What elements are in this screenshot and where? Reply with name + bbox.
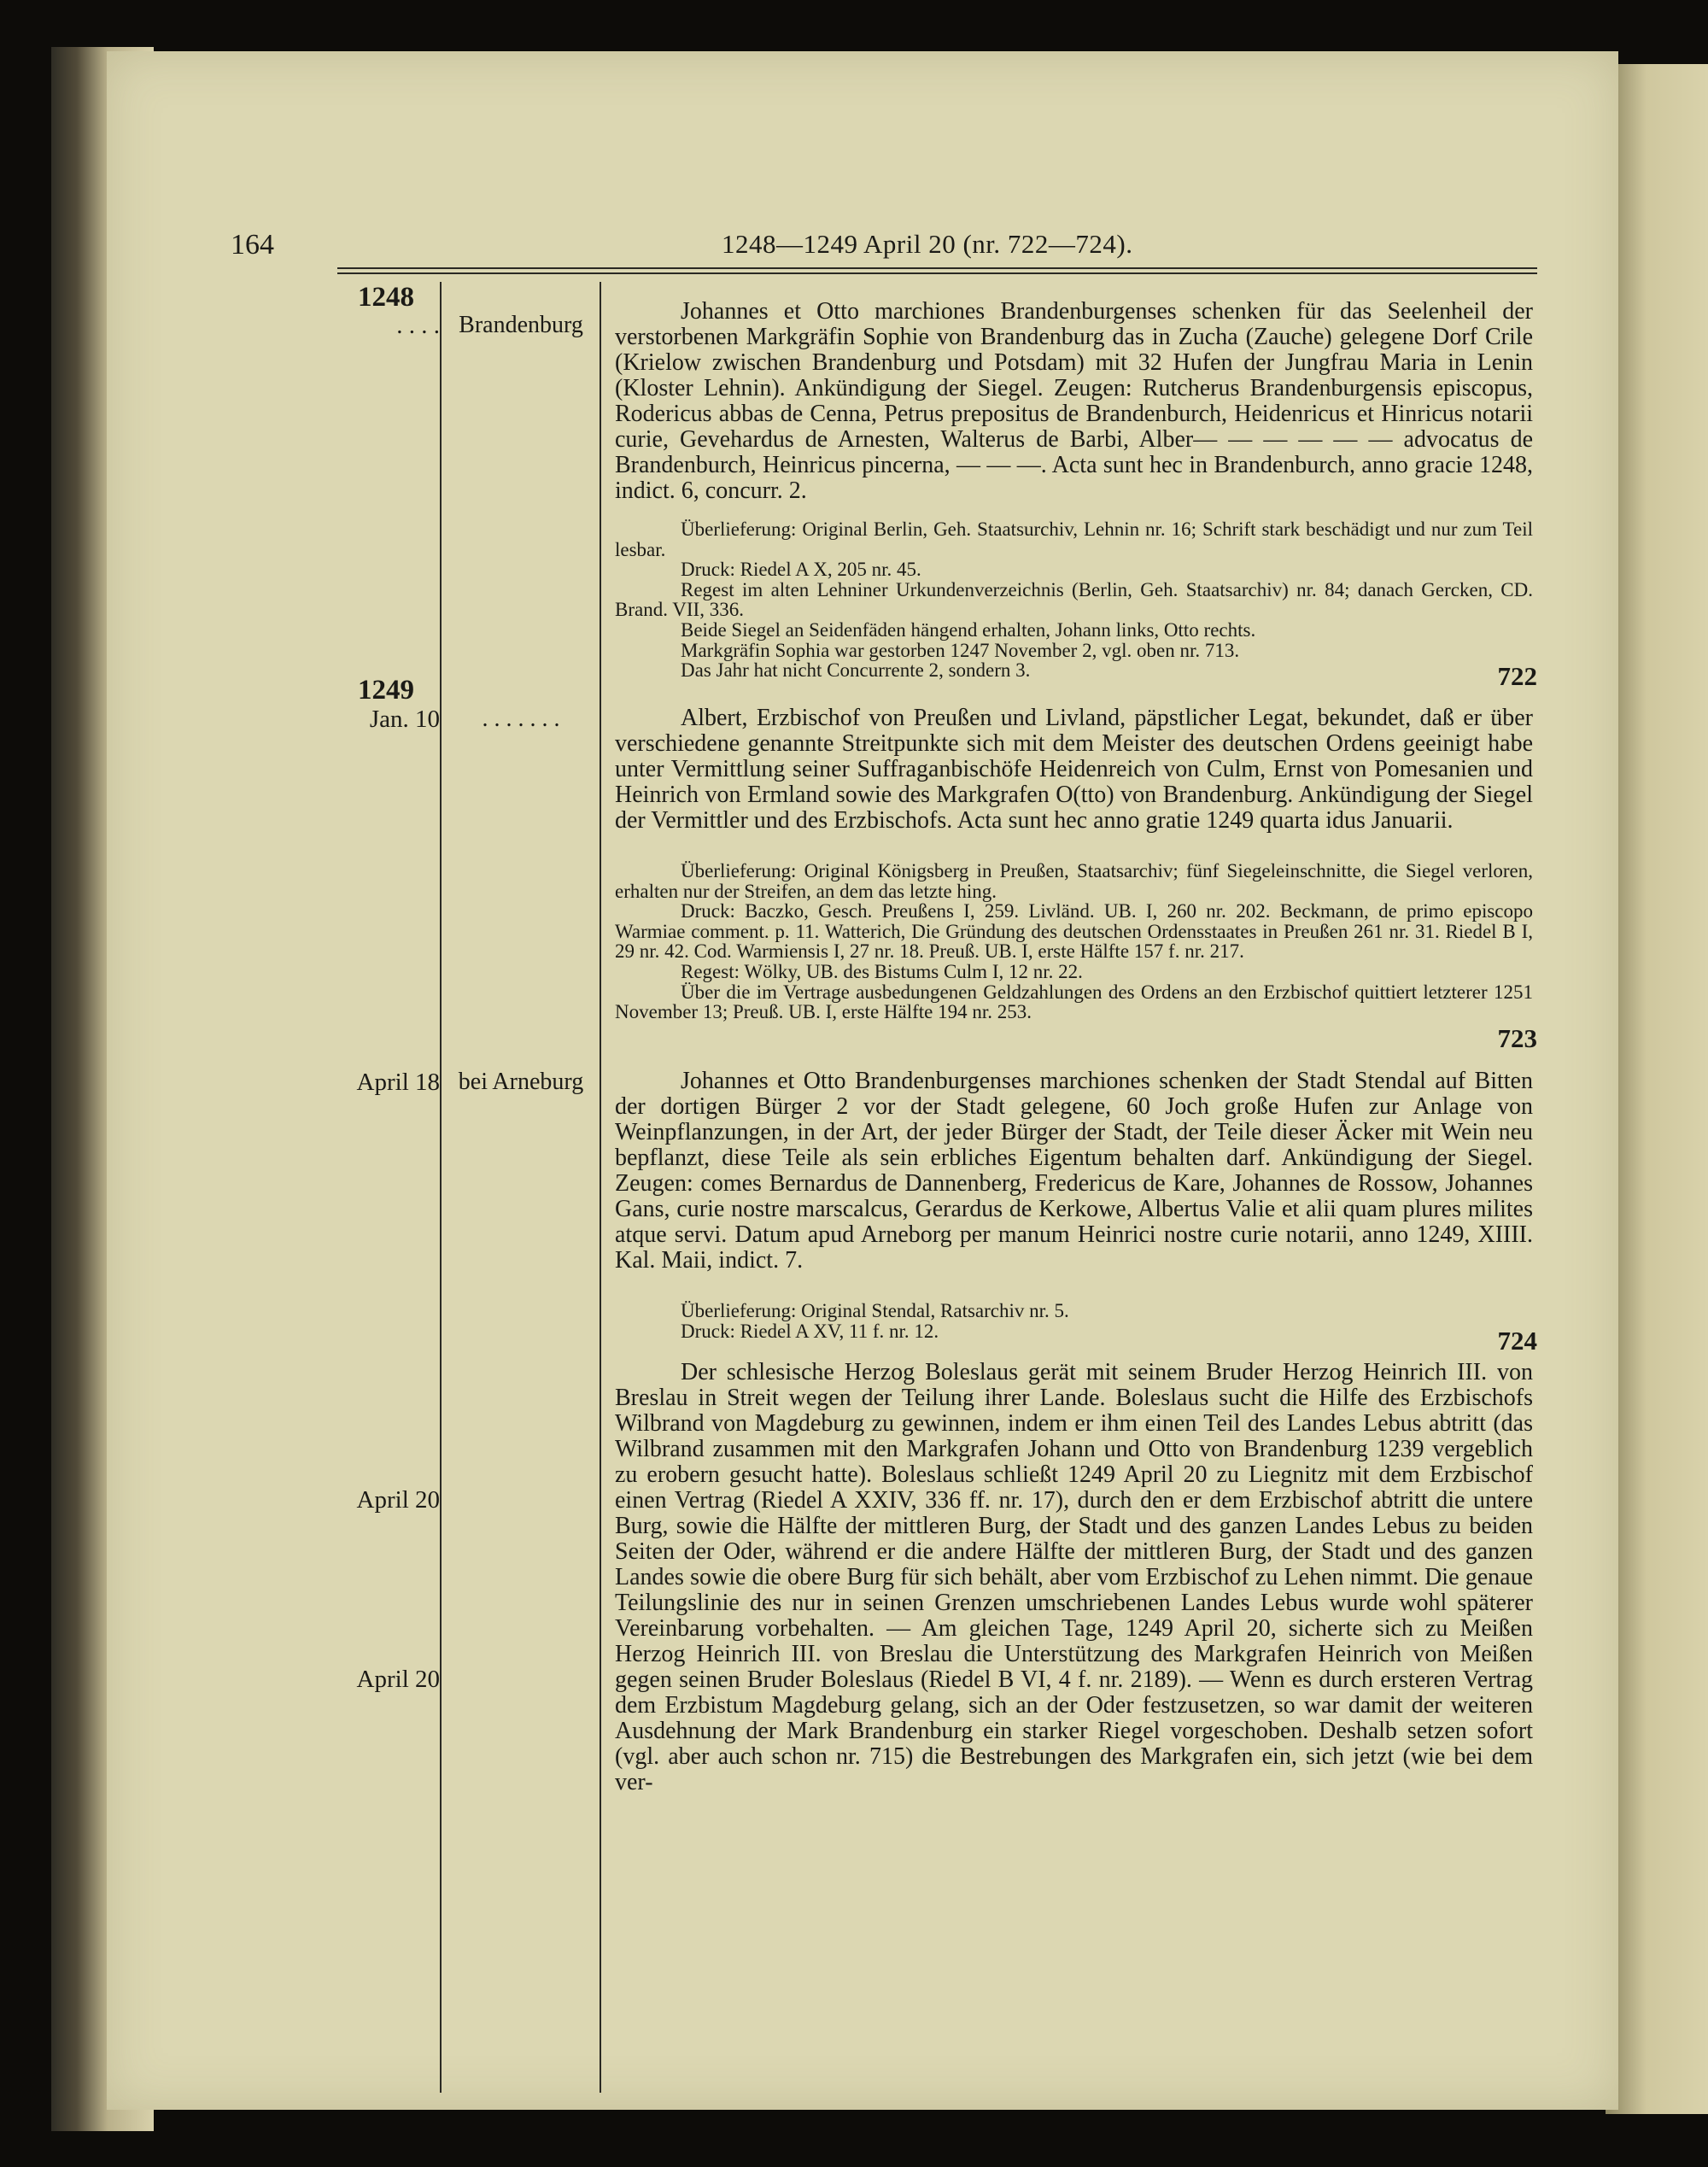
facing-page-edge [1606, 64, 1708, 2114]
note-line: Druck: Riedel A X, 205 nr. 45. [681, 559, 921, 581]
running-title: 1248—1249 April 20 (nr. 722—724). [722, 229, 1133, 259]
note-line: Druck: Baczko, Gesch. Preußens I, 259. Livländ. UB. I, 260 nr. 202. Beckmann, de primo episcopo Warmiae comment. p. 11. Watterich, Die Gründung des deutschen Ordensstaates in Preußen 261 nr. 31. Riedel B I, 29 nr. 42. Cod. Warmiensis I, 27 nr. 18. Preuß. UB. I, erste Hälfte 157 f. nr. 217. [615, 900, 1533, 963]
entry-paragraph: Albert, Erzbischof von Preußen und Livland, päpstlicher Legat, bekundet, daß er über verschiedene genannte Streitpunkte sich mit dem Meister des deutschen Ordens geeinigt habe unter Vermittlung seiner Suffraganbischöfe Heidenreich von Culm, Ernst von Pomesanien und Heinrich von Ermland sowie des Markgrafen O(tto) von Brandenburg. Ankündigung der Siegel der Vermittler und des Erzbischofs. Acta sunt hec anno gratie 1249 quarta idus Januarii. [615, 705, 1533, 834]
commentary-date: April 20 [356, 1486, 440, 1514]
entry-year: 1248 [358, 282, 414, 313]
header-rule-bottom [337, 272, 1537, 274]
entry-number: 723 [1497, 1023, 1537, 1053]
entry-number: 724 [1497, 1326, 1537, 1356]
commentary-paragraph: Der schlesische Herzog Boleslaus gerät mit seinem Bruder Herzog Heinrich III. von Breslau in Streit wegen der Teilung ihrer Lande. Boleslaus sucht die Hilfe des Erzbischofs Wilbrand von Magdeburg zu gewinnen, indem er ihm einen Teil des Landes Lebus abtritt (das Wilbrand zusammen mit den Markgrafen Johann und Otto von Brandenburg 1239 vergeblich zu erobern gesucht hatte). Boleslaus schließt 1249 April 20 zu Liegnitz mit dem Erzbischof einen Vertrag (Riedel A XXIV, 336 ff. nr. 17), durch den er dem Erzbischof abtritt die untere Burg, sowie die Hälfte der mittleren Burg, der Stadt und des ganzen Landes Lebus zu beiden Seiten der Oder, während er die andere Hälfte der mittleren Burg, der Stadt und des ganzen Landes sowie die obere Burg für sich behält, aber vom Erzbischof zu Lehen nimmt. Die genaue Teilungslinie des nur in seinen Grenzen umschriebenen Landes Lebus wurde wohl späterer Vereinbarung vorbehalten. — Am gleichen Tage, 1249 April 20, sicherte sich zu Meißen Herzog Heinrich III. von Breslau die Unterstützung des Markgrafen Heinrich von Meißen gegen seinen Bruder Boleslaus (Riedel B VI, 4 f. nr. 2189). — Wenn es durch ersteren Vertrag dem Erzbistum Magdeburg gelang, sich an der Oder festzusetzen, so war damit der weiteren Ausdehnung der Mark Brandenburg ein starker Riegel vorgeschoben. Deshalb setzen sofort (vgl. aber auch schon nr. 715) die Bestrebungen des Markgrafen ein, sich jetzt (wie bei dem ver- [615, 1359, 1533, 1795]
column-divider-date [440, 282, 442, 2093]
column-divider-place [600, 282, 601, 2093]
entry-notes [615, 519, 1533, 681]
entry-paragraph: Johannes et Otto marchiones Brandenburgenses schenken für das Seelenheil der verstorbenen Markgräfin Sophie von Brandenburg das in Zucha (Zauche) gelegene Dorf Crile (Krielow zwischen Brandenburg und Potsdam) mit 32 Hufen der Jungfrau Maria in Lenin (Kloster Lehnin). Ankündigung der Siegel. Zeugen: Rutcherus Brandenburgensis episcopus, Rodericus abbas de Cenna, Petrus prepositus de Brandenburch, Heidenricus et Hinricus notarii curie, Gevehardus de Arnesten, Walterus de Barbi, Alber— — — — — — advocatus de Brandenburch, Heinricus pincerna, — — —. Acta sunt hec in Brandenburch, anno gracie 1248, indict. 6, concurr. 2. [615, 298, 1533, 504]
entry-date: . . . . [396, 312, 440, 339]
entry-place: Brandenburg [459, 312, 583, 338]
entry-paragraph: Johannes et Otto Brandenburgenses marchiones schenken der Stadt Stendal auf Bitten der dortigen Bürger 2 vor der Stadt gelegene, 60 Joch große Hufen zur Anlage von Weinpflanzungen, in der Art, der jeder Bürger der Stadt, der Teile dieser Äcker mit Wein neu bepflanzt, diese Teile als sein erbliches Eigentum behalten darf. Ankündigung der Siegel. Zeugen: comes Bernardus de Dannenberg, Fredericus de Kare, Johannes de Rossow, Johannes Gans, curie nostre marscalcus, Gerardus de Kerkowe, Albertus Valie et alii quam plures milites atque servi. Datum apud Arneborg per manum Heinrici nostre curie notarii, anno 1249, XIIII. Kal. Maii, indict. 7. [615, 1068, 1533, 1274]
page-number: 164 [231, 229, 274, 261]
entry-place: . . . . . . . [482, 706, 560, 732]
note-line: Das Jahr hat nicht Concurrente 2, sondern 3. [681, 659, 1031, 682]
entry-date: Jan. 10 [369, 706, 440, 733]
entry-year: 1249 [358, 675, 414, 706]
entry-date: April 18 [356, 1069, 440, 1096]
note-line: Regest im alten Lehniner Urkundenverzeichnis (Berlin, Geh. Staatsarchiv) nr. 84; danach Gercken, CD. Brand. VII, 336. [615, 578, 1533, 621]
note-line: Druck: Riedel A XV, 11 f. nr. 12. [681, 1320, 939, 1342]
note-line: Überlieferung: Original Stendal, Ratsarchiv nr. 5. [681, 1300, 1069, 1321]
commentary-text [615, 1360, 1533, 1795]
entry-number: 722 [1497, 661, 1537, 691]
note-line: Regest: Wölky, UB. des Bistums Culm I, 12 nr. 22. [681, 960, 1083, 982]
note-line: Über die im Vertrage ausbedungenen Geldzahlungen des Ordens an den Erzbischof quittiert letzterer 1251 November 13; Preuß. UB. I, erste Hälfte 194 nr. 253. [615, 981, 1533, 1023]
note-line: Überlieferung: Original Königsberg in Preußen, Staatsarchiv; fünf Siegeleinschnitte, die Siegel verloren, erhalten nur der Streifen, an dem das letzte hing. [615, 860, 1533, 902]
entry-place: bei Arneburg [458, 1069, 584, 1095]
entry-text [615, 1069, 1533, 1274]
note-line: Markgräfin Sophia war gestorben 1247 November 2, vgl. oben nr. 713. [681, 639, 1240, 661]
note-line: Überlieferung: Original Berlin, Geh. Staatsurchiv, Lehnin nr. 16; Schrift stark beschädigt und nur zum Teil lesbar. [615, 518, 1533, 560]
entry-text [615, 706, 1533, 834]
header-rule-top [337, 267, 1537, 269]
entry-notes [615, 1301, 1533, 1341]
note-line: Beide Siegel an Seidenfäden hängend erhalten, Johann links, Otto rechts. [681, 618, 1256, 641]
entry-text [615, 299, 1533, 504]
entry-notes [615, 861, 1533, 1022]
commentary-date: April 20 [356, 1666, 440, 1693]
